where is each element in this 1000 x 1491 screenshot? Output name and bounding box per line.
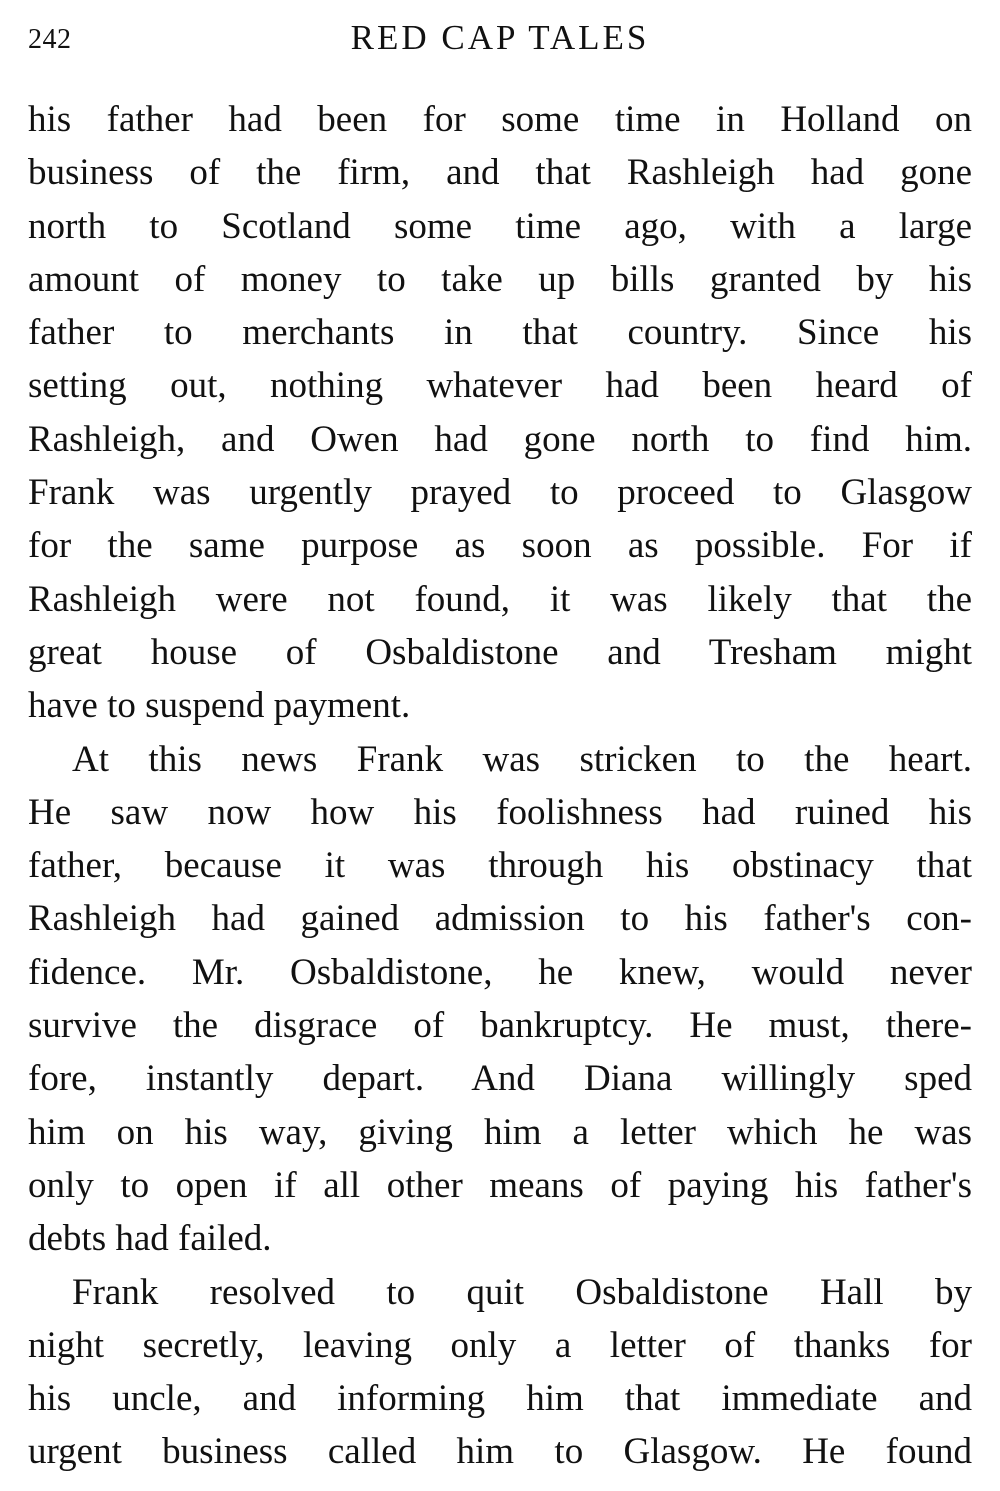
text-line: have to suspend payment. bbox=[28, 685, 411, 727]
text-line: for the same purpose as soon as possible. For if bbox=[28, 525, 972, 567]
text-line: fidence. Mr. Osbaldistone, he knew, would never bbox=[28, 951, 972, 993]
body-text bbox=[28, 93, 972, 1479]
text-line: At this news Frank was stricken to the heart. bbox=[72, 738, 972, 780]
paragraph-3 bbox=[28, 1266, 972, 1479]
paragraph-2 bbox=[28, 733, 972, 1266]
text-line: father, because it was through his obstinacy that bbox=[28, 845, 972, 887]
text-line: his father had been for some time in Holland on bbox=[28, 99, 972, 140]
paragraph-1 bbox=[28, 93, 972, 733]
text-line: He saw now how his foolishness had ruined his bbox=[28, 791, 972, 833]
text-line: night secretly, leaving only a letter of thanks for bbox=[28, 1324, 972, 1366]
text-line: Rashleigh, and Owen had gone north to find him. bbox=[28, 418, 972, 460]
text-line: north to Scotland some time ago, with a large bbox=[28, 205, 972, 247]
text-line: father to merchants in that country. Since his bbox=[28, 312, 972, 354]
text-line: Rashleigh were not found, it was likely that the bbox=[28, 578, 972, 620]
text-line: fore, instantly depart. And Diana willingly sped bbox=[28, 1058, 972, 1100]
text-line: amount of money to take up bills granted by his bbox=[28, 258, 972, 300]
text-line: Frank resolved to quit Osbaldistone Hall by bbox=[72, 1271, 972, 1313]
text-line: debts had failed. bbox=[28, 1218, 272, 1260]
text-line: setting out, nothing whatever had been heard of bbox=[28, 365, 972, 407]
text-line: great house of Osbaldistone and Tresham might bbox=[28, 631, 972, 673]
text-line: Frank was urgently prayed to proceed to Glasgow bbox=[28, 472, 972, 514]
page-header bbox=[28, 14, 972, 64]
text-line: urgent business called him to Glasgow. He found bbox=[28, 1431, 972, 1473]
text-line: business of the firm, and that Rashleigh had gone bbox=[28, 152, 972, 194]
text-line: his uncle, and informing him that immediate and bbox=[28, 1378, 972, 1420]
text-line: him on his way, giving him a letter which he was bbox=[28, 1111, 972, 1153]
page-number: 242 bbox=[28, 24, 72, 55]
running-title: RED CAP TALES bbox=[350, 18, 650, 57]
text-line: survive the disgrace of bankruptcy. He must, there- bbox=[28, 1005, 972, 1047]
text-line: only to open if all other means of paying his father's bbox=[28, 1164, 972, 1206]
text-line: Rashleigh had gained admission to his father's con- bbox=[28, 898, 972, 940]
